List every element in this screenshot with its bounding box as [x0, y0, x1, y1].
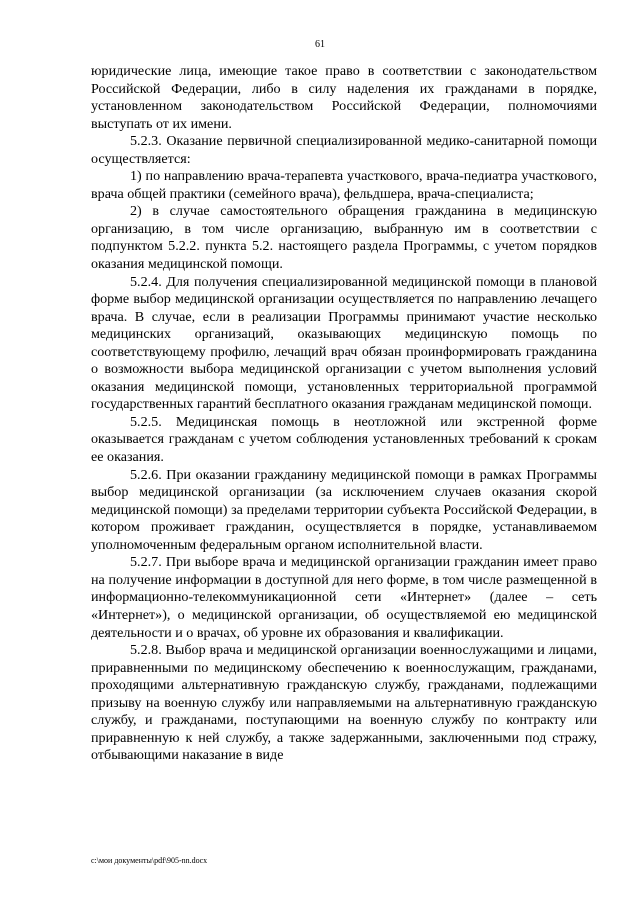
footer-file-path: c:\мои документы\pdf\905-nn.docx — [91, 856, 208, 865]
paragraph-5-2-3: 5.2.3. Оказание первичной специализированной медико-санитарной помощи осуществляется: — [91, 133, 597, 167]
page-number: 61 — [315, 39, 325, 50]
paragraph-5-2-3-item-1: 1) по направлению врача-терапевта участкового, врача-педиатра участкового, врача общей практики (семейного врача), фельдшера, врача-специалиста; — [91, 168, 597, 202]
paragraph-legal-entities: юридические лица, имеющие такое право в соответствии с законодательством Российской Федерации, либо в силу наделения их гражданами в порядке, установленном законодательством Российской Федерации, полномочиями выступать от их имени. — [91, 63, 597, 132]
document-body — [91, 63, 597, 765]
paragraph-5-2-7: 5.2.7. При выборе врача и медицинской организации гражданин имеет право на получение информации в доступной для него форме, в том числе размещенной в информационно-телекоммуникационной сети «Интернет» (далее – сеть «Интернет»), о медицинской организации, об осуществляемой ею медицинской деятельности и о врачах, об уровне их образования и квалификации. — [91, 554, 597, 641]
paragraph-5-2-3-item-2: 2) в случае самостоятельного обращения гражданина в медицинскую организацию, в том числе организацию, выбранную им в соответствии с подпунктом 5.2.2. пункта 5.2. настоящего раздела Программы, с учетом порядков оказания медицинской помощи. — [91, 203, 597, 273]
paragraph-5-2-4: 5.2.4. Для получения специализированной медицинской помощи в плановой форме выбор медицинской организации осуществляется по направлению лечащего врача. В случае, если в реализации Программы принимают участие несколько медицинских организаций, оказывающих медицинскую помощь по соответствующему профилю, лечащий врач обязан проинформировать гражданина о возможности выбора медицинской организации с учетом выполнения условий оказания медицинской помощи, установленных территориальной программой государственных гарантий бесплатного оказания гражданам медицинской помощи. — [91, 273, 597, 413]
paragraph-5-2-5: 5.2.5. Медицинская помощь в неотложной или экстренной форме оказывается гражданам с учетом соблюдения установленных требований к срокам ее оказания. — [91, 413, 597, 466]
paragraph-5-2-6: 5.2.6. При оказании гражданину медицинской помощи в рамках Программы выбор медицинской организации (за исключением случаев оказания скорой медицинской помощи) за пределами территории субъекта Российской Федерации, в котором проживает гражданин, осуществляется в порядке, устанавливаемом уполномоченным федеральным органом исполнительной власти. — [91, 466, 597, 553]
paragraph-5-2-8: 5.2.8. Выбор врача и медицинской организации военнослужащими и лицами, приравненными по медицинскому обеспечению к военнослужащим, гражданами, проходящими альтернативную гражданскую службу, гражданами, подлежащими призыву на военную службу или направляемыми на альтернативную гражданскую службу, и гражданами, поступающими на военную службу по контракту или приравненную к ней службу, а также задержанными, заключенными под стражу, отбывающими наказание в виде — [91, 642, 597, 764]
